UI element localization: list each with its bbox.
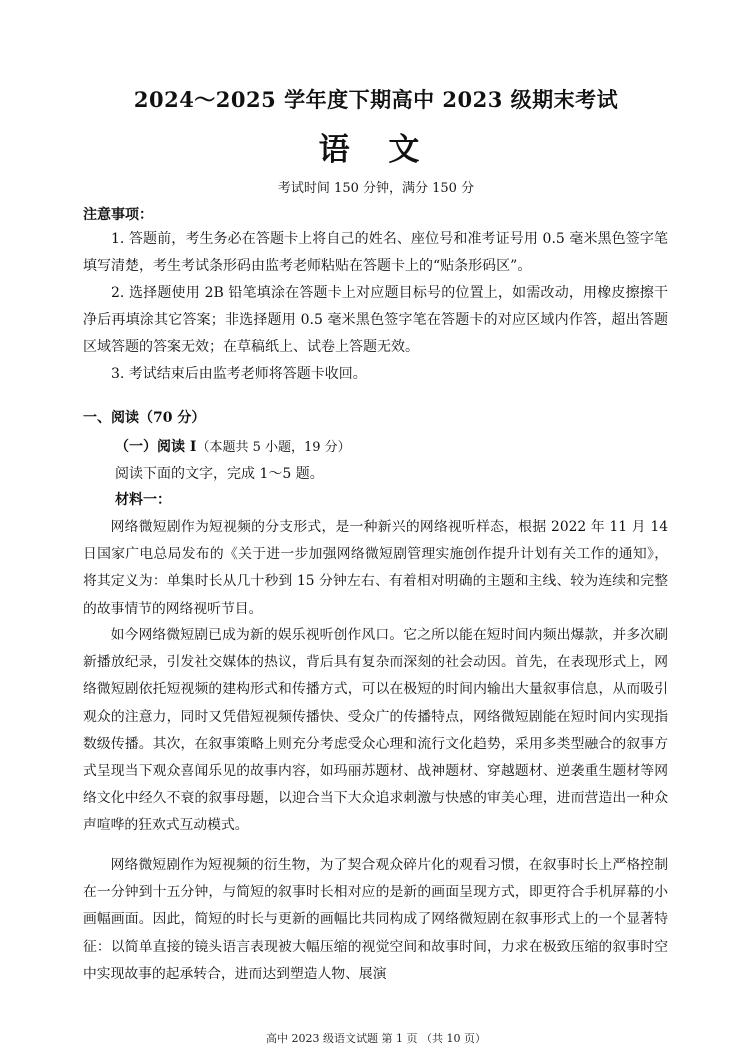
notice-label: 注意事项： bbox=[83, 207, 153, 223]
page-footer: 高中 2023 级语文试题 第 1 页 （共 10 页） bbox=[266, 1032, 486, 1045]
sub-section-note: （本题共 5 小题，19 分） bbox=[196, 440, 351, 455]
notice-item-2: 2. 选择题使用 2B 铅笔填涂在答题卡上对应题目标号的位置上，如需改动，用橡皮擦擦干净后再填涂其它答案；非选择题用 0.5 毫米黑色签字笔在答题卡的对应区域内作答，超出答题区域答题的答案无效；在草稿纸上、试卷上答题无效。 bbox=[83, 285, 668, 355]
notice-item-3: 3. 考试结束后由监考老师将答题卡收回。 bbox=[111, 366, 367, 382]
exam-info: 考试时间 150 分钟，满分 150 分 bbox=[277, 181, 475, 196]
instruction: 阅读下面的文字，完成 1～5 题。 bbox=[115, 466, 324, 482]
exam-title: 2024～2025 学年度下期高中 2023 级期末考试 bbox=[133, 87, 619, 112]
paragraph-2: 如今网络微短剧已成为新的娱乐视听创作风口。它之所以能在短时间内频出爆款，并多次刷新播放纪录，引发社交媒体的热议，背后具有复杂而深刻的社会动因。首先，在表现形式上，网络微短剧依托短视频的建构形式和传播方式，可以在极短的时间内输出大量叙事信息，从而吸引观众的注意力，同时又凭借短视频传播快、受众广的传播特点，网络微短剧能在短时间内实现指数级传播。其次，在叙事策略上则充分考虑受众心理和流行文化趋势，采用多类型融合的叙事方式呈现当下观众喜闻乐见的故事内容，如玛丽苏题材、战神题材、穿越题材、逆袭重生题材等网络文化中经久不衰的叙事母题，以迎合当下大众追求刺激与快感的审美心理，进而营造出一种众声喧哗的狂欢式互动模式。 bbox=[83, 627, 668, 834]
subject-title: 语 文 bbox=[318, 132, 434, 168]
notice-item-1: 1. 答题前，考生务必在答题卡上将自己的姓名、座位号和准考证号用 0.5 毫米黑色签字笔填写清楚，考生考试条形码由监考老师粘贴在答题卡上的“贴条形码区”。 bbox=[83, 231, 668, 274]
material-label: 材料一： bbox=[115, 492, 171, 508]
paragraph-1: 网络微短剧作为短视频的分支形式，是一种新兴的网络视听样态，根据 2022 年 11 月 14 日国家广电总局发布的《关于进一步加强网络微短剧管理实施创作提升计划有关工作的通知》，将其定义为：单集时长从几十秒到 15 分钟左右、有着相对明确的主题和主线、较为连续和完整的故事情节的网络视听节目。 bbox=[83, 519, 668, 617]
sub-section-header bbox=[115, 436, 351, 456]
sub-section-title: （一）阅读 I bbox=[115, 439, 197, 455]
paragraph-3: 网络微短剧作为短视频的衍生物，为了契合观众碎片化的观看习惯，在叙事时长上严格控制在一分钟到十五分钟，与简短的叙事时长相对应的是新的画面呈现方式，即更符合手机屏幕的小画幅画面。因此，简短的时长与更新的画幅比共同构成了网络微短剧在叙事形式上的一个显著特征：以简单直接的镜头语言表现被大幅压缩的视觉空间和故事时间，力求在极致压缩的叙事时空中实现故事的起承转合，进而达到塑造人物、展演 bbox=[83, 857, 668, 982]
part-title: 一、阅读（70 分） bbox=[83, 410, 206, 426]
